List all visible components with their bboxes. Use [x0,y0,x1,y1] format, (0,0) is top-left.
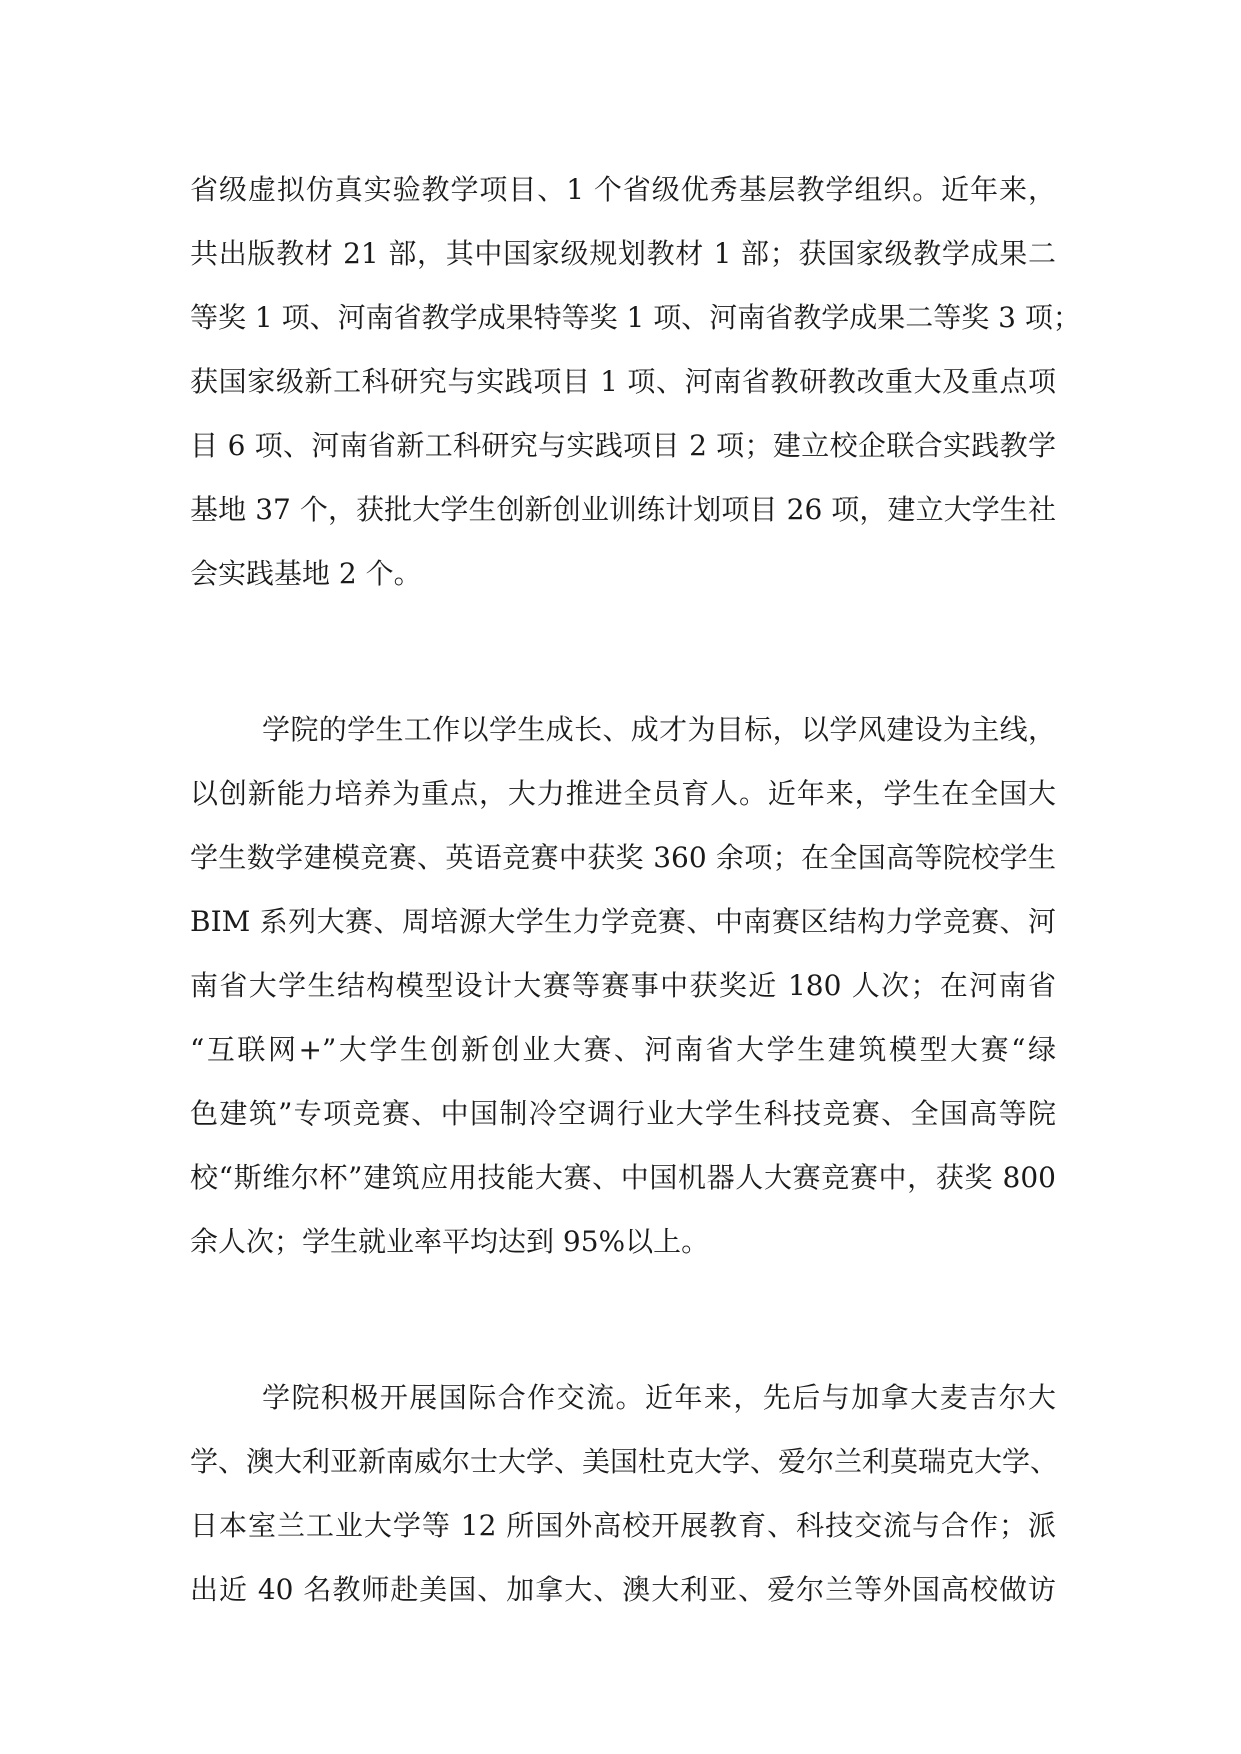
text-line: 校“斯维尔杯”建筑应用技能大赛、中国机器人大赛竞赛中，获奖 800 [190,1161,1056,1194]
paragraph-teaching [190,158,1081,606]
text-line: 出近 40 名教师赴美国、加拿大、澳大利亚、爱尔兰等外国高校做访 [190,1573,1056,1606]
text-line: 学院的学生工作以学生成长、成才为目标，以学风建设为主线， [262,713,1056,746]
document-body [190,158,1081,1622]
text-line: 会实践基地 2 个。 [190,557,422,590]
paragraph-student-work [190,698,1056,1274]
paragraph-spacer [190,1274,1056,1366]
text-line: 学生数学建模竞赛、英语竞赛中获奖 360 余项；在全国高等院校学生 [190,841,1056,874]
text-line: 余人次；学生就业率平均达到 95%以上。 [190,1225,710,1258]
text-line: BIM 系列大赛、周培源大学生力学竞赛、中南赛区结构力学竞赛、河 [190,905,1056,938]
paragraph-international [190,1366,1059,1622]
text-line: “互联网+”大学生创新创业大赛、河南省大学生建筑模型大赛“绿 [190,1033,1056,1066]
text-line: 以创新能力培养为重点，大力推进全员育人。近年来，学生在全国大 [190,777,1056,810]
text-line: 省级虚拟仿真实验教学项目、1 个省级优秀基层教学组织。近年来， [190,173,1056,206]
text-line: 日本室兰工业大学等 12 所国外高校开展教育、科技交流与合作；派 [190,1509,1056,1542]
text-line: 共出版教材 21 部，其中国家级规划教材 1 部；获国家级教学成果二 [190,237,1056,270]
text-line: 获国家级新工科研究与实践项目 1 项、河南省教研教改重大及重点项 [190,365,1056,398]
text-line: 目 6 项、河南省新工科研究与实践项目 2 项；建立校企联合实践教学 [190,429,1056,462]
paragraph-spacer [190,606,1056,698]
text-line: 学、澳大利亚新南威尔士大学、美国杜克大学、爱尔兰利莫瑞克大学、 [190,1445,1059,1478]
text-line: 等奖 1 项、河南省教学成果特等奖 1 项、河南省教学成果二等奖 3 项； [190,301,1081,334]
text-line: 基地 37 个，获批大学生创新创业训练计划项目 26 项，建立大学生社 [190,493,1056,526]
text-line: 色建筑”专项竞赛、中国制冷空调行业大学生科技竞赛、全国高等院 [190,1097,1056,1130]
text-line: 南省大学生结构模型设计大赛等赛事中获奖近 180 人次；在河南省 [190,969,1056,1002]
text-line: 学院积极开展国际合作交流。近年来，先后与加拿大麦吉尔大 [262,1381,1056,1414]
